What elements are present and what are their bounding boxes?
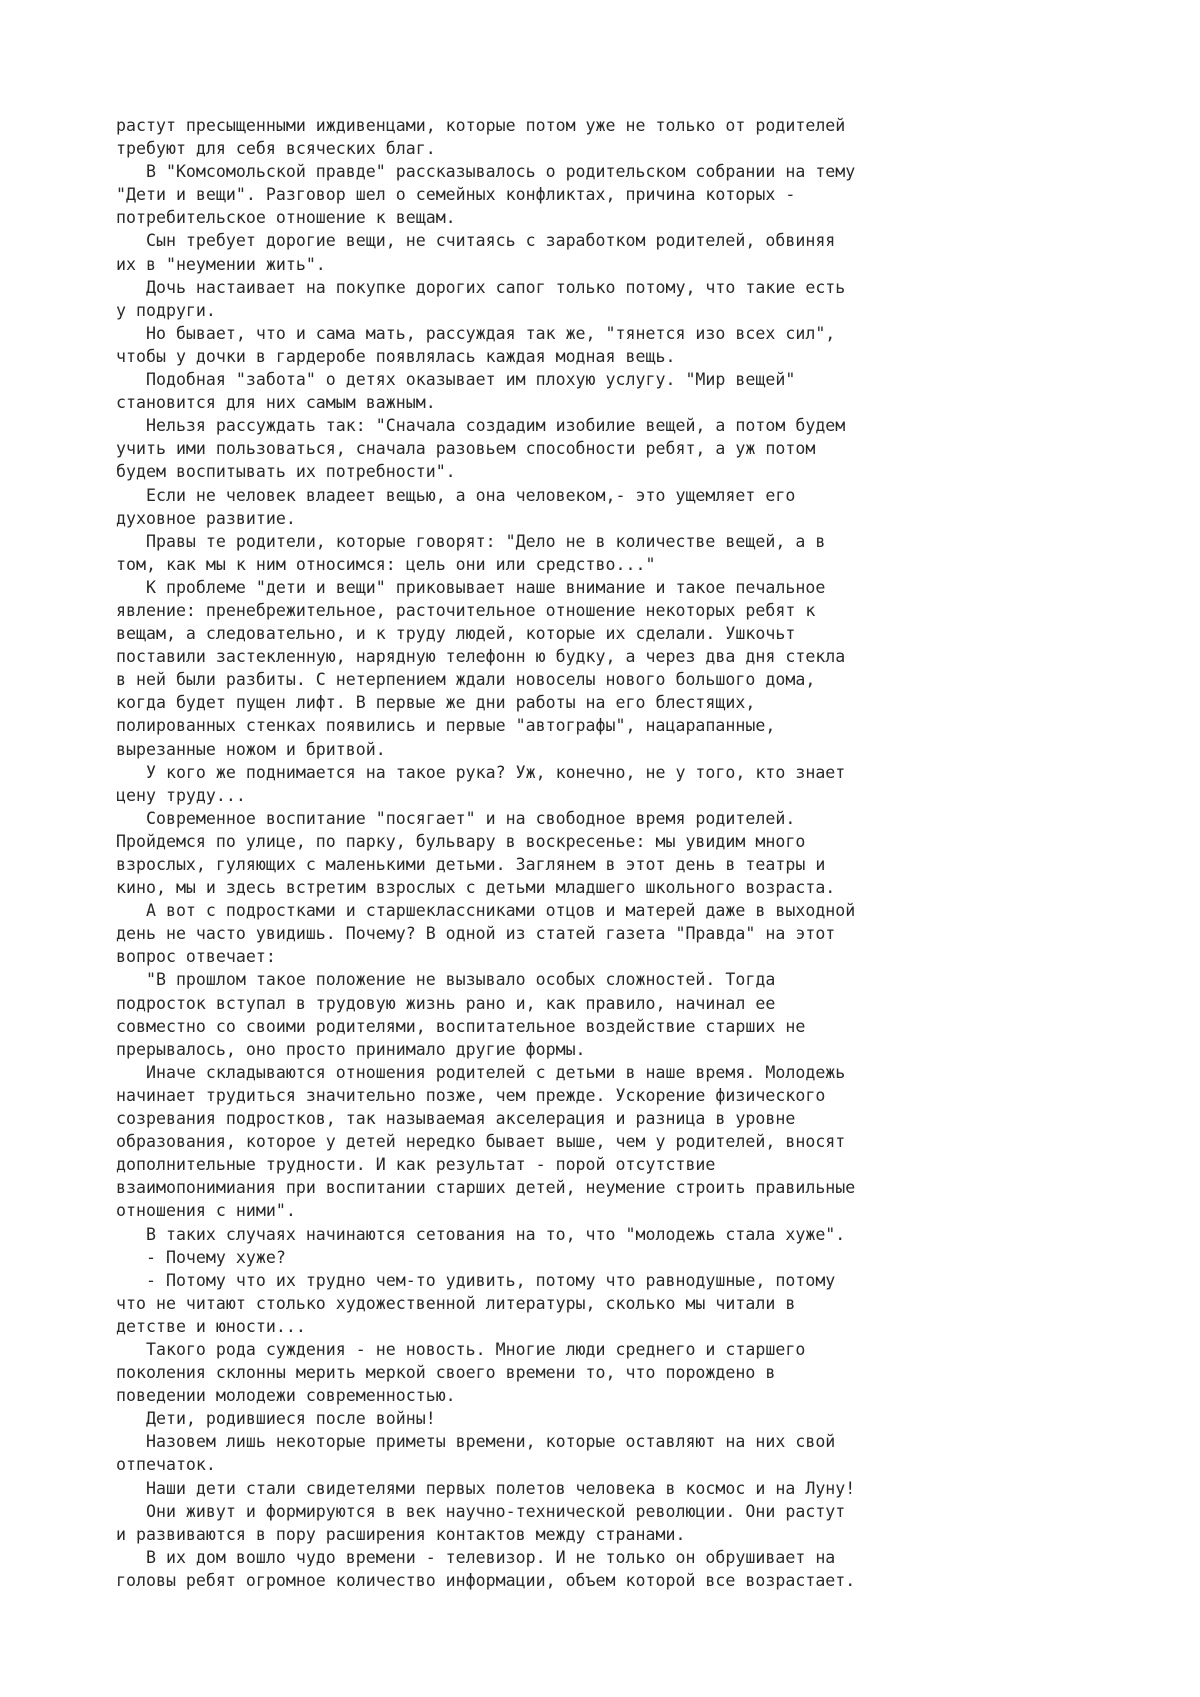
text-line: совместно со своими родителями, воспитательное воздействие старших не [116, 1016, 806, 1036]
text-line: день не часто увидишь. Почему? В одной из статей газета "Правда" на этот [116, 924, 836, 944]
text-line: том, как мы к ним относимся: цель они или средство..." [116, 554, 656, 574]
text-line: В "Комсомольской правде" рассказывалось о родительском собрании на тему [116, 162, 856, 182]
text-line: взаимопонимиания при воспитании старших детей, неумение строить правильные [116, 1178, 856, 1198]
text-line: головы ребят огромное количество информации, объем которой все возрастает. [116, 1570, 856, 1590]
text-line: становится для них самым важным. [116, 393, 436, 413]
text-line: вопрос отвечает: [116, 947, 276, 967]
text-line: растут пресыщенными иждивенцами, которые потом уже не только от родителей [116, 116, 846, 135]
text-line: когда будет пущен лифт. В первые же дни работы на его блестящих, [116, 693, 756, 713]
text-line: полированных стенках появились и первые "автографы", нацарапанные, [116, 716, 776, 736]
text-line: "Дети и вещи". Разговор шел о семейных конфликтах, причина которых - [116, 185, 796, 205]
text-line: Иначе складываются отношения родителей с детьми в наше время. Молодежь [116, 1062, 846, 1082]
text-line: В их дом вошло чудо времени - телевизор. И не только он обрушивает на [116, 1547, 836, 1567]
text-line: созревания подростков, так называемая акселерация и разница в уровне [116, 1109, 796, 1129]
text-line: - Потому что их трудно чем-то удивить, потому что равнодушные, потому [116, 1270, 836, 1290]
text-line: в ней были разбиты. С нетерпением ждали новоселы нового большого дома, [116, 670, 816, 690]
text-line: Современное воспитание "посягает" и на свободное время родителей. [116, 808, 796, 828]
text-line: Пройдемся по улице, по парку, бульвару в воскресенье: мы увидим много [116, 831, 806, 851]
text-line: К проблеме "дети и вещи" приковывает наше внимание и такое печальное [116, 577, 826, 597]
text-line: Назовем лишь некоторые приметы времени, которые оставляют на них свой [116, 1432, 836, 1452]
text-line: прерывалось, оно просто принимало другие формы. [116, 1039, 586, 1059]
text-line: духовное развитие. [116, 508, 296, 528]
text-line: Но бывает, что и сама мать, рассуждая так же, "тянется изо всех сил", [116, 323, 836, 343]
text-line: - Почему хуже? [116, 1247, 286, 1267]
text-line: учить ими пользоваться, сначала разовьем способности ребят, а уж потом [116, 439, 816, 459]
text-line: подросток вступал в трудовую жизнь рано и, как правило, начинал ее [116, 993, 776, 1013]
text-line: Сын требует дорогие вещи, не считаясь с заработком родителей, обвиняя [116, 231, 836, 251]
text-line: Такого рода суждения - не новость. Многие люди среднего и старшего [116, 1339, 806, 1359]
text-line: явление: пренебрежительное, расточительное отношение некоторых ребят к [116, 600, 816, 620]
text-line: что не читают столько художественной литературы, сколько мы читали в [116, 1293, 796, 1313]
text-line: их в "неумении жить". [116, 254, 326, 274]
text-line: Подобная "забота" о детях оказывает им плохую услугу. "Мир вещей" [116, 370, 796, 390]
text-line: Дочь настаивает на покупке дорогих сапог только потому, что такие есть [116, 277, 846, 297]
text-line: поколения склонны мерить меркой своего времени то, что порождено в [116, 1363, 776, 1383]
text-line: чтобы у дочки в гардеробе появлялась каждая модная вещь. [116, 346, 676, 366]
document-body [116, 114, 1116, 1592]
text-line: начинает трудиться значительно позже, чем прежде. Ускорение физического [116, 1085, 826, 1105]
text-line: кино, мы и здесь встретим взрослых с детьми младшего школьного возраста. [116, 878, 836, 898]
text-line: потребительское отношение к вещам. [116, 208, 456, 228]
text-line: цену труду... [116, 785, 246, 805]
text-line: взрослых, гуляющих с маленькими детьми. Заглянем в этот день в театры и [116, 855, 826, 874]
document-page [116, 114, 1116, 1592]
text-line: у подруги. [116, 300, 216, 320]
text-line: Если не человек владеет вещью, а она человеком,- это ущемляет его [116, 485, 796, 505]
text-line: Они живут и формируются в век научно-технической революции. Они растут [116, 1501, 846, 1521]
text-line: Наши дети стали свидетелями первых полетов человека в космос и на Луну! [116, 1478, 856, 1498]
text-line: отношения с ними". [116, 1201, 296, 1221]
text-line: образования, которое у детей нередко бывает выше, чем у родителей, вносят [116, 1132, 846, 1152]
text-line: требуют для себя всяческих благ. [116, 139, 436, 159]
text-line: У кого же поднимается на такое рука? Уж, конечно, не у того, кто знает [116, 762, 846, 782]
text-line: А вот с подростками и старшеклассниками отцов и матерей даже в выходной [116, 901, 856, 921]
text-line: поведении молодежи современностью. [116, 1386, 456, 1406]
text-line: Правы те родители, которые говорят: "Дело не в количестве вещей, а в [116, 531, 826, 551]
text-line: В таких случаях начинаются сетования на то, что "молодежь стала хуже". [116, 1224, 846, 1244]
text-line: будем воспитывать их потребности". [116, 462, 456, 482]
text-line: вещам, а следовательно, и к труду людей, которые их сделали. Ушкочьт [116, 624, 796, 644]
text-line: детстве и юности... [116, 1316, 306, 1336]
text-line: отпечаток. [116, 1455, 216, 1475]
text-line: "В прошлом такое положение не вызывало особых сложностей. Тогда [116, 970, 776, 990]
text-line: и развиваются в пору расширения контактов между странами. [116, 1524, 686, 1544]
text-line: поставили застекленную, нарядную телефонн ю будку, а через два дня стекла [116, 647, 846, 667]
text-line: вырезанные ножом и бритвой. [116, 739, 386, 759]
text-line: дополнительные трудности. И как результат - порой отсутствие [116, 1155, 716, 1175]
text-line: Нельзя рассуждать так: "Сначала создадим изобилие вещей, а потом будем [116, 416, 846, 436]
text-line: Дети, родившиеся после войны! [116, 1409, 436, 1429]
